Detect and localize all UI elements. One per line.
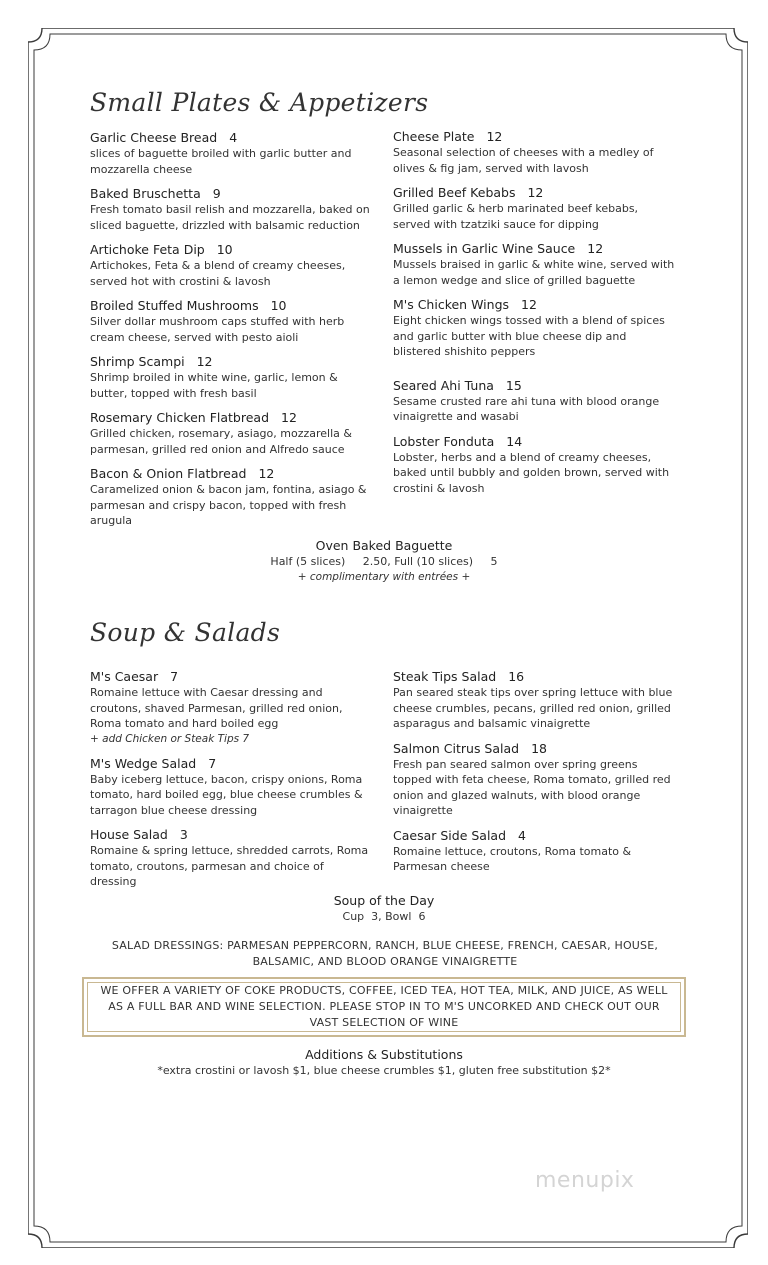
- item-description: Silver dollar mushroom caps stuffed with herb cream cheese, served with pesto aioli: [90, 315, 345, 344]
- menu-item: [90, 130, 370, 177]
- additions-title: Additions & Substitutions: [305, 1047, 463, 1062]
- additions-line: *extra crostini or lavosh $1, blue cheese crumbles $1, gluten free substitution $2*: [157, 1064, 611, 1077]
- item-price: 12: [521, 297, 537, 312]
- item-price: 12: [486, 129, 503, 144]
- salad-dressings: SALAD DRESSINGS: PARMESAN PEPPERCORN, RANCH, BLUE CHEESE, FRENCH, CAESAR, HOUSE, BALSAMIC, AND BLOOD ORANGE VINAIGRETTE: [111, 939, 659, 968]
- item-price: 16: [508, 669, 525, 684]
- item-name: Mussels in Garlic Wine Sauce: [393, 241, 576, 256]
- item-price: 10: [270, 298, 287, 313]
- item-name: Shrimp Scampi: [90, 354, 185, 369]
- item-name: Grilled Beef Kebabs: [393, 185, 516, 200]
- menu-item: [393, 434, 675, 497]
- item-name: Caesar Side Salad: [393, 827, 507, 843]
- soup-of-day-block: [0, 892, 768, 925]
- menu-item: [393, 185, 675, 232]
- beverage-notice-box: [82, 977, 686, 1037]
- item-price: 10: [216, 242, 233, 257]
- item-description: Romaine lettuce with Caesar dressing and croutons, shaved Parmesan, grilled red onion, Roma tomato and hard boiled egg: [90, 686, 343, 730]
- menu-item: [393, 378, 675, 425]
- item-description: slices of baguette broiled with garlic butter and mozzarella cheese: [90, 147, 352, 176]
- item-name: Salmon Citrus Salad: [393, 740, 520, 756]
- item-price: 4: [229, 130, 238, 145]
- item-price: 12: [527, 185, 544, 200]
- baguette-prices: Half (5 slices) 2.50, Full (10 slices) 5: [270, 555, 498, 568]
- item-description: Fresh tomato basil relish and mozzarella, baked on sliced baguette, drizzled with balsamic reduction: [90, 203, 370, 232]
- menu-item: [393, 129, 675, 176]
- item-description: Lobster, herbs and a blend of creamy cheeses, baked until bubbly and golden brown, served with crostini & lavosh: [393, 450, 670, 495]
- item-name: Steak Tips Salad: [393, 669, 497, 684]
- watermark-logo: menupix: [535, 1168, 635, 1193]
- item-description: Baby iceberg lettuce, bacon, crispy onions, Roma tomato, hard boiled egg, blue cheese crumbles & tarragon blue cheese dressing: [90, 772, 363, 817]
- item-name: M's Wedge Salad: [90, 755, 197, 771]
- item-description: Romaine & spring lettuce, shredded carrots, Roma tomato, croutons, parmesan and choice of dressing: [90, 844, 369, 888]
- item-price: 12: [258, 466, 275, 481]
- item-description: Eight chicken wings tossed with a blend of spices and garlic butter with blue cheese dip and blistered shishito peppers: [393, 314, 665, 358]
- item-description: Pan seared steak tips over spring lettuce with blue cheese crumbles, pecans, grilled red onion, grilled asparagus and balsamic vinaigrette: [393, 686, 673, 730]
- item-name: Seared Ahi Tuna: [393, 377, 494, 393]
- item-name: Cheese Plate: [393, 129, 475, 144]
- menu-item: [90, 242, 370, 289]
- beverage-notice-text: WE OFFER A VARIETY OF COKE PRODUCTS, COFFEE, ICED TEA, HOT TEA, MILK, AND JUICE, AS WELL AS A FULL BAR AND WINE SELECTION. PLEASE STOP IN TO M'S UNCORKED AND CHECK OUT OUR VAST SELECTION OF WINE: [87, 982, 681, 1032]
- item-price: 12: [587, 241, 604, 256]
- item-name: Lobster Fonduta: [393, 433, 495, 449]
- item-price: 3: [179, 827, 188, 842]
- menu-item: [90, 827, 372, 890]
- item-name: Rosemary Chicken Flatbread: [90, 410, 270, 425]
- menu-item: [393, 241, 675, 288]
- baguette-title: Oven Baked Baguette: [315, 538, 453, 553]
- item-description: Artichokes, Feta & a blend of creamy cheeses, served hot with crostini & lavosh: [90, 259, 346, 288]
- soup-of-day-title: Soup of the Day: [333, 893, 435, 908]
- item-price: 18: [531, 740, 548, 756]
- section-title-soup-salads: Soup & Salads: [90, 618, 281, 647]
- item-description: Shrimp broiled in white wine, garlic, lemon & butter, topped with fresh basil: [90, 371, 338, 400]
- soup-salads-left-column: [90, 669, 372, 899]
- menu-item: [90, 298, 370, 345]
- menu-item: [90, 186, 370, 233]
- menu-item: [393, 669, 675, 732]
- menu-item: [393, 741, 675, 819]
- item-price: 9: [212, 186, 221, 201]
- item-description: Grilled garlic & herb marinated beef kebabs, served with tzatziki sauce for dipping: [393, 202, 639, 231]
- baguette-block: [0, 537, 768, 585]
- menu-item: [90, 756, 372, 819]
- small-plates-left-column: [90, 130, 370, 538]
- item-price: 7: [170, 669, 179, 684]
- item-name: Broiled Stuffed Mushrooms: [90, 298, 259, 313]
- item-description: Grilled chicken, rosemary, asiago, mozzarella & parmesan, grilled red onion and Alfredo sauce: [90, 427, 352, 456]
- small-plates-right-column: [393, 129, 675, 505]
- section-title-small-plates: Small Plates & Appetizers: [90, 88, 429, 117]
- item-description: Seasonal selection of cheeses with a medley of olives & fig jam, served with lavosh: [393, 146, 654, 175]
- item-name: Baked Bruschetta: [90, 186, 201, 201]
- item-description: Caramelized onion & bacon jam, fontina, asiago & parmesan and crispy bacon, topped with fresh arugula: [90, 483, 367, 527]
- additions-block: [0, 1046, 768, 1079]
- item-price: 4: [518, 827, 526, 843]
- item-price: 14: [506, 433, 523, 449]
- baguette-note: + complimentary with entrées +: [297, 571, 471, 583]
- item-name: Bacon & Onion Flatbread: [90, 466, 247, 481]
- item-name: Artichoke Feta Dip: [90, 242, 205, 257]
- soup-of-day-prices: Cup 3, Bowl 6: [342, 910, 426, 923]
- item-addon-note: + add Chicken or Steak Tips 7: [90, 732, 250, 745]
- item-description: Romaine lettuce, croutons, Roma tomato & Parmesan cheese: [393, 844, 632, 873]
- item-name: M's Caesar: [90, 669, 159, 684]
- item-name: M's Chicken Wings: [393, 297, 510, 312]
- item-price: 15: [505, 377, 522, 393]
- item-description: Sesame crusted rare ahi tuna with blood orange vinaigrette and wasabi: [393, 394, 660, 423]
- menu-item: [393, 297, 675, 360]
- item-price: 12: [281, 410, 297, 425]
- menu-item: [90, 354, 370, 401]
- menu-item: [90, 669, 372, 747]
- item-description: Fresh pan seared salmon over spring greens topped with feta cheese, Roma tomato, grilled red onion and glazed walnuts, with blood orange vinaigrette: [393, 757, 671, 817]
- menu-item: [393, 828, 675, 875]
- soup-salads-right-column: [393, 669, 675, 884]
- item-name: House Salad: [90, 827, 168, 842]
- menu-item: [90, 410, 370, 457]
- item-name: Garlic Cheese Bread: [90, 130, 218, 145]
- item-price: 7: [208, 755, 217, 771]
- item-price: 12: [196, 354, 213, 369]
- item-description: Mussels braised in garlic & white wine, served with a lemon wedge and slice of grilled baguette: [393, 258, 675, 287]
- menu-item: [90, 466, 370, 529]
